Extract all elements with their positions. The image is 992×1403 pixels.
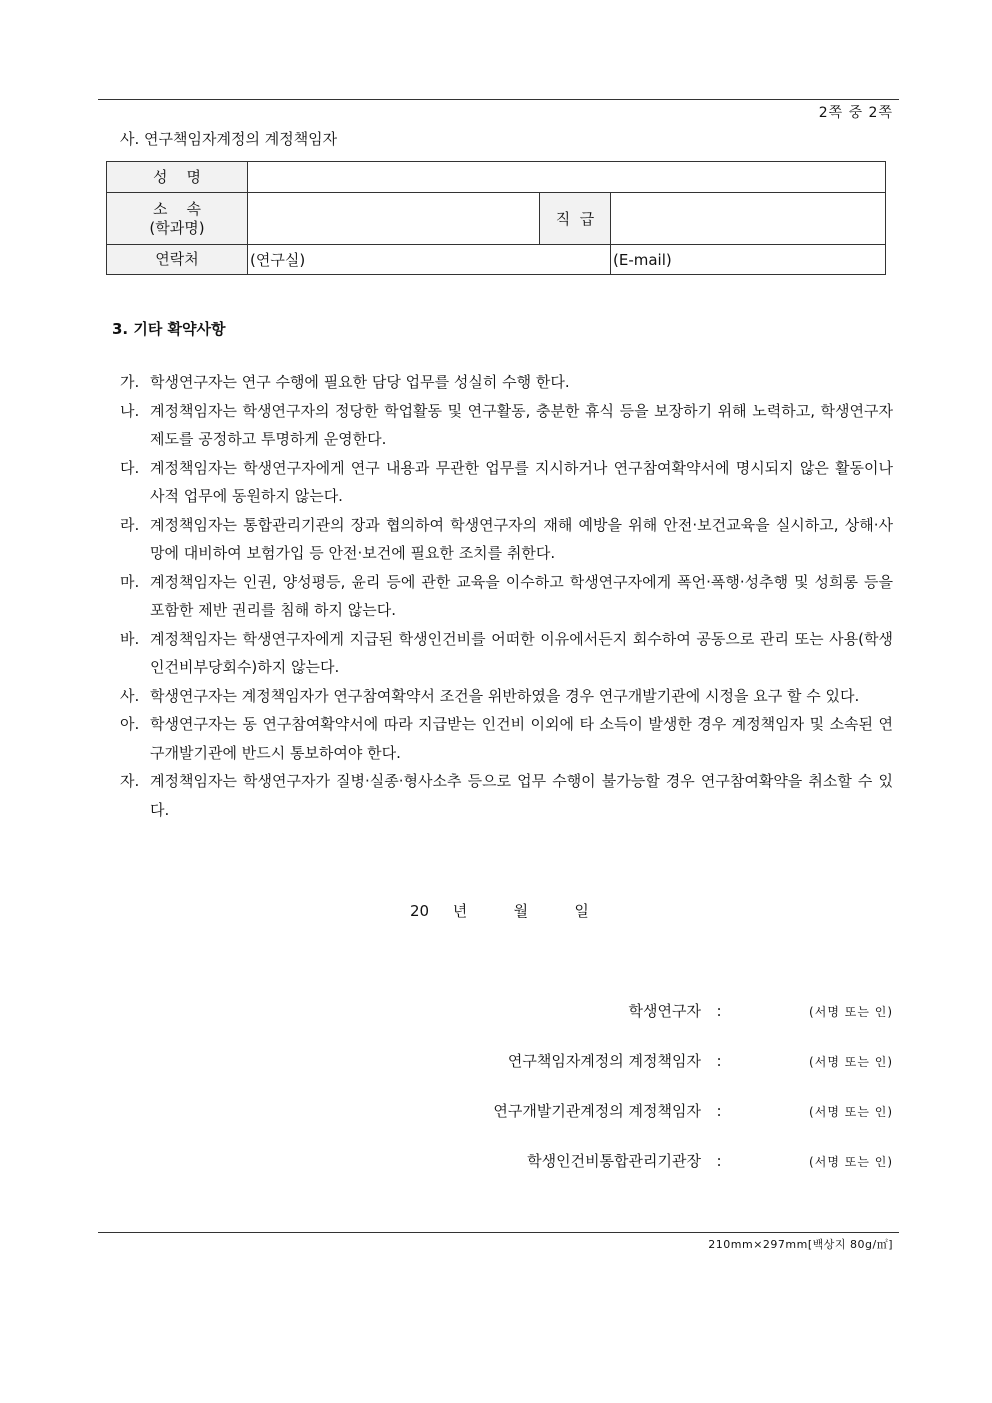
list-item: [120, 767, 893, 824]
office-label: (연구실): [250, 251, 306, 269]
list-item-text: 학생연구자는 연구 수행에 필요한 담당 업무를 성실히 수행 한다.: [150, 373, 570, 391]
affiliation-label: [107, 193, 248, 245]
signature-colon: :: [716, 1152, 722, 1170]
rank-field[interactable]: [611, 193, 886, 245]
signature-colon: :: [716, 1102, 722, 1120]
list-item: [120, 710, 893, 767]
signature-colon: :: [716, 1002, 722, 1020]
email-label: (E-mail): [613, 250, 672, 269]
date-day-label: 일: [574, 902, 589, 920]
date-year-label: 년: [452, 902, 468, 920]
list-item-text: 학생연구자는 동 연구참여확약서에 따라 지급받는 인건비 이외에 타 소득이 발생한 경우 계정책임자 및 소속된 연구개발기관에 반드시 통보하여야 한다.: [150, 715, 893, 762]
signature-role: 학생연구자: [628, 1002, 701, 1020]
list-item: [120, 397, 893, 454]
signature-institution-account-manager: [493, 1100, 893, 1121]
section-heading-other-commitments: 3. 기타 확약사항: [112, 320, 226, 338]
bottom-rule: [98, 1232, 899, 1233]
list-item-text: 학생연구자는 계정책임자가 연구참여확약서 조건을 위반하였을 경우 연구개발기관에 시정을 요구 할 수 있다.: [150, 686, 860, 705]
list-item: [120, 682, 893, 711]
list-item-text: 계정책임자는 학생연구자에게 지급된 학생인건비를 어떠한 이유에서든지 회수하여 공동으로 관리 또는 사용(학생인건비부당회수)하지 않는다.: [150, 629, 893, 676]
list-item-mark: 나.: [120, 401, 140, 420]
date-line: [410, 900, 589, 921]
list-item-mark: 마.: [120, 572, 140, 591]
list-item: [120, 368, 893, 397]
name-label: 성 명: [107, 162, 248, 193]
contact-label: 연락처: [107, 245, 248, 275]
list-item-mark: 자.: [120, 772, 140, 790]
signature-role: 연구책임자계정의 계정책임자: [507, 1052, 701, 1070]
top-rule: [98, 99, 899, 100]
list-item-mark: 사.: [120, 686, 140, 705]
signature-seal-field[interactable]: (서명 또는 인): [809, 1155, 893, 1169]
list-item: [120, 568, 893, 625]
list-item-mark: 바.: [120, 629, 140, 648]
office-phone-field[interactable]: [248, 245, 611, 275]
account-manager-table: [106, 161, 886, 275]
affiliation-label-line1: 소 속: [152, 199, 202, 218]
affiliation-label-line2: (학과명): [149, 218, 205, 237]
signature-integrated-agency-head: [527, 1150, 893, 1171]
affiliation-field[interactable]: [248, 193, 540, 245]
commitment-list: [120, 368, 893, 824]
signature-student-researcher: [629, 1000, 893, 1021]
signature-seal-field[interactable]: (서명 또는 인): [809, 1105, 893, 1119]
section-title-account-manager: 사. 연구책임자계정의 계정책임자: [120, 130, 338, 148]
signature-seal-field[interactable]: (서명 또는 인): [809, 1005, 893, 1019]
email-field[interactable]: [611, 245, 886, 275]
signature-role: 연구개발기관계정의 계정책임자: [493, 1102, 701, 1120]
list-item-mark: 라.: [120, 515, 140, 534]
signature-role: 학생인건비통합관리기관장: [527, 1152, 701, 1170]
list-item-text: 계정책임자는 학생연구자에게 연구 내용과 무관한 업무를 지시하거나 연구참여확약서에 명시되지 않은 활동이나 사적 업무에 동원하지 않는다.: [150, 458, 893, 505]
list-item: [120, 625, 893, 682]
signature-colon: :: [716, 1052, 722, 1070]
signature-seal-field[interactable]: (서명 또는 인): [809, 1055, 893, 1069]
list-item: [120, 511, 893, 568]
list-item-text: 계정책임자는 학생연구자의 정당한 학업활동 및 연구활동, 충분한 휴식 등을 보장하기 위해 노력하고, 학생연구자 제도를 공정하고 투명하게 운영한다.: [150, 401, 893, 448]
list-item-mark: 다.: [120, 458, 140, 477]
name-field[interactable]: [248, 162, 886, 193]
date-month-label: 월: [513, 902, 529, 920]
signature-research-account-manager: [508, 1050, 893, 1071]
list-item-text: 계정책임자는 통합관리기관의 장과 협의하여 학생연구자의 재해 예방을 위해 안전·보건교육을 실시하고, 상해·사망에 대비하여 보험가입 등 안전·보건에 필요한 조치를 취한다.: [150, 515, 893, 562]
paper-spec-note: 210mm×297mm[백상지 80g/㎡]: [708, 1238, 893, 1251]
list-item: [120, 454, 893, 511]
list-item-mark: 가.: [120, 373, 140, 391]
list-item-mark: 아.: [120, 715, 140, 733]
list-item-text: 계정책임자는 인권, 양성평등, 윤리 등에 관한 교육을 이수하고 학생연구자에게 폭언·폭행·성추행 및 성희롱 등을 포함한 제반 권리를 침해 하지 않는다.: [150, 572, 893, 619]
rank-label: 직 급: [540, 193, 611, 245]
page-number: 2쪽 중 2쪽: [818, 105, 893, 121]
list-item-text: 계정책임자는 학생연구자가 질병·실종·형사소추 등으로 업무 수행이 불가능할 경우 연구참여확약을 취소할 수 있다.: [150, 772, 893, 819]
date-year-prefix: 20: [410, 902, 430, 920]
